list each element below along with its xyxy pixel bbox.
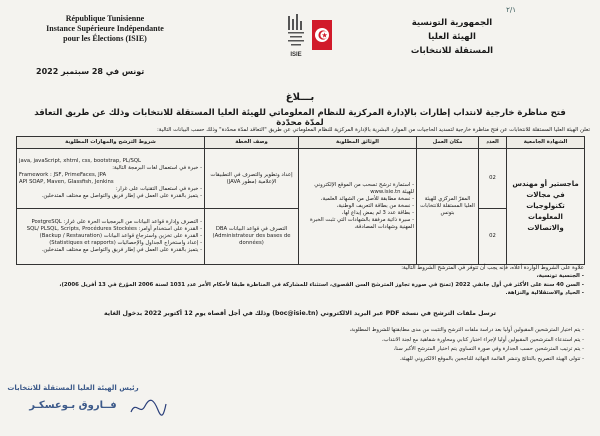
- document-item: - استمارة ترشح تسحب من الموقع الإلكتروني للهيئة www.isie.tn: [314, 182, 414, 195]
- notice-date: تونس في 28 سبتمبر 2022: [36, 67, 145, 76]
- header-french: [30, 14, 180, 44]
- cell-workplace: المقرّ المركزي للهيئة العليا المستقلة للانتخابات بتونس: [417, 149, 479, 265]
- header-french-line-1: République Tunisienne: [65, 14, 145, 23]
- header-arabic-line-1: الجمهورية التونسية: [411, 18, 493, 28]
- skill-tech: API SOAP, Maven, Glassfish, Jenkins: [19, 178, 114, 185]
- skill-item: - يتميز بالقدرة على العمل في إطار فريق والتواصل مع مختلف المتدخلين.: [41, 247, 202, 253]
- skill-item: - القدرة على تخزين واسترجاع قواعد البيانات (Backup / Restauration): [39, 233, 202, 239]
- notice-title: بـــلاغ: [285, 92, 315, 103]
- cell-count: 02: [479, 209, 507, 265]
- notice-subtitle: فتح مناظرة خارجية لانتداب إطارات بالإدارة المركزية للنظام المعلوماتي للهيئة العليا المستقلة للانتخابات وذلك عن طريق التعاقد لمدّة محدّدة: [34, 108, 566, 128]
- document-item: - سيرة ذاتية مرفقة بالشهادات التي تثبت الخبرة المهنية وشهادات المصادقة،: [309, 217, 414, 230]
- signature-icon: [128, 396, 168, 418]
- header-count: العدد: [479, 137, 507, 149]
- header-skills: شروط الترشح والمهارات المطلوبة: [17, 137, 205, 149]
- skill-item: - يتميز بالقدرة على العمل في إطار فريق والتواصل مع مختلف المتدخلين.: [41, 192, 202, 199]
- header-arabic-line-2: الهيئة العليا: [428, 32, 476, 42]
- cell-skills: [17, 209, 205, 265]
- cell-skills: [17, 149, 205, 209]
- header-degree: الشهادة الجامعية: [507, 137, 585, 149]
- document-item: - نسخة من بطاقة التعريف الوطنية،: [336, 203, 414, 209]
- header-french-line-3: pour les Élections (ISIE): [63, 34, 147, 43]
- conditions-section: [24, 264, 584, 298]
- note-item: - يتم استدعاء المترشحين المقبولين أوليا لإجراء اختبار كتابي ومحاورة شفاهية مع لجنة الانتداب،: [382, 336, 584, 343]
- table-header-row: [17, 137, 585, 149]
- skill-item: - إعداد واستخراج الجداول والإحصائيات (Statistiques et rapports): [49, 240, 202, 246]
- notice-intro: تعلن الهيئة العليا المستقلة للانتخابات عن فتح مناظرة خارجية لتسديد الحاجيات من الموارد البشرية بالإدارة المركزية للنظام المعلوماتي عن طريق "التعاقد لمدّة محدّدة" وذلك حسب البيانات التالية:: [156, 127, 590, 133]
- skill-item: - خبرة في استعمال التقنيات على غرار:: [115, 185, 202, 192]
- note-item: - تتولى الهيئة التصريح بالنتائج وتنشر القائمة النهائية للناجحين بالموقع الالكتروني للهيئة.: [399, 355, 584, 362]
- header-workplace: مكان العمل: [417, 137, 479, 149]
- submission-deadline: ترسل ملفات الترشح في نسخة PDF عبر البريد الالكتروني (boc@isie.tn) وذلك في أجل أقصاه يوم 12 أكتوبر 2022 بدخول الغاية: [104, 310, 496, 317]
- logo-text: ISIE: [290, 52, 302, 58]
- header-arabic-line-3: المستقلة للانتخابات: [410, 46, 494, 56]
- table-row: [17, 149, 585, 209]
- stamp-line-2: فــاروق بـوعسكـر: [29, 400, 117, 411]
- conditions-lead: علاوة على الشروط الواردة أعلاه، فإنه يجب أن تتوفر في المترشح الشروط التالية:: [401, 265, 584, 271]
- condition-item: - الجنسية تونسية،: [536, 273, 584, 280]
- condition-item: - الحياد والاستقلالية والنزاهة.: [505, 290, 584, 297]
- header-documents: الوثائق المطلوبة: [299, 137, 417, 149]
- selection-notes: [164, 326, 584, 364]
- reference-number: ٢/١: [506, 6, 516, 14]
- isie-logo-icon: [282, 12, 336, 62]
- document-item: - بطاقة عدد 3 لم يمض إيداع لها،: [341, 210, 414, 216]
- cell-role: إعداد وتطوير والتصرف في التطبيقات الإعلامية (مطور JAVA): [205, 149, 299, 209]
- positions-table: [16, 136, 585, 265]
- header-role: وصف الخطة: [205, 137, 299, 149]
- skill-tech: Framework : JSF, PrimeFaces, JPA: [19, 171, 107, 178]
- skill-item: - التصرف وإدارة قواعد البيانات من البرمجيات الحرة على غرار: PostgreSQL: [31, 219, 202, 225]
- cell-count: 02: [479, 149, 507, 209]
- cell-degree: ماجستير أو مهندس في مجالات تكنولوجيات المعلومات والاتصالات: [507, 149, 585, 265]
- stamp-line-1: رئيس الهيئة العليا المستقلة للانتخابات: [7, 384, 139, 392]
- skill-item: - خبرة في استعمال لغات البرمجة التالية:: [112, 164, 202, 171]
- note-item: - يتم ترتيب المترشحين حسب الجدارة وفي صورة التساوي يتم اختيار المترشح الأكبر سنا،: [393, 346, 584, 353]
- skill-tech: java, javaScript, xhtml, css, bootstrap, PL/SQL: [19, 157, 141, 164]
- condition-item: - السن 40 سنة على الأكثر في أول جانفي 2022 (تمنح في صورة تجاوز المترشح السن القصوى، استثناء للمشاركة في المناظرة طبقا لأحكام الأمر عدد 1031 لسنة 2006 المؤرخ في 13 أفريل 2006)،: [59, 281, 584, 288]
- official-stamp: [7, 372, 139, 420]
- note-item: - يتم اختيار المترشحين المقبولين أوليا بعد دراسة ملفات الترشح والتثبت من مدى مطابقتها للشروط المطلوبة،: [349, 327, 584, 333]
- document-item: - نسخة مطابقة للأصل من الشهائد العلمية،: [320, 196, 414, 202]
- header-arabic: [392, 16, 512, 58]
- header-french-line-2: Instance Supérieure Indépendante: [46, 24, 164, 33]
- skill-item: - القدرة على استخدام أوامر: SQL/ PLSQL, Scripts, Procédures Stockées: [26, 226, 202, 232]
- cell-documents: [299, 149, 417, 265]
- cell-role: التصرف في قواعد البيانات DBA (Administrateur des bases de données): [205, 209, 299, 265]
